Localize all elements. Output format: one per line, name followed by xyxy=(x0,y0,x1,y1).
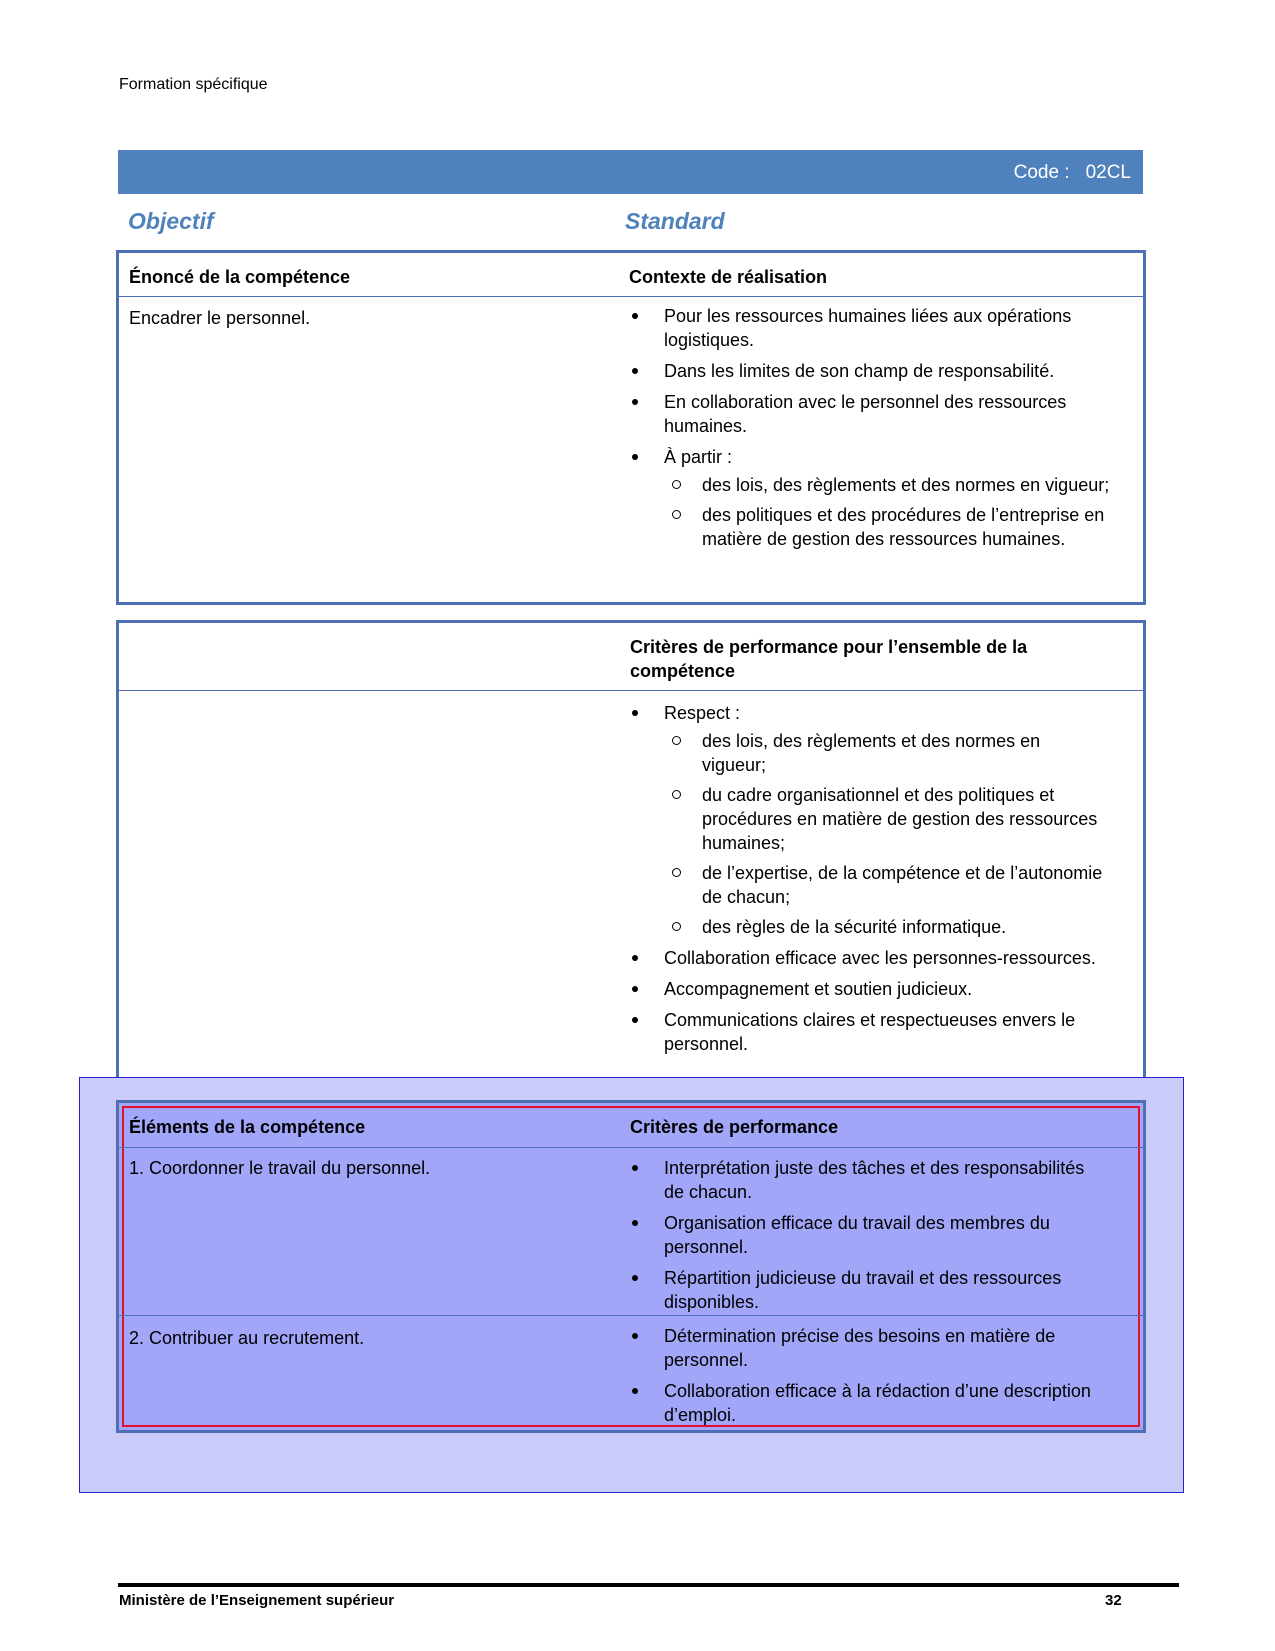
list-item: Communications claires et respectueuses envers le personnel. xyxy=(630,1008,1105,1056)
list-item: Dans les limites de son champ de responsabilité. xyxy=(630,359,1110,383)
elements-header-divider xyxy=(119,1147,1143,1148)
code-label xyxy=(1014,162,1131,184)
criteres-ensemble-list xyxy=(630,701,1105,1063)
sub-list-item: des politiques et des procédures de l’entreprise en matière de gestion des ressources humaines. xyxy=(664,503,1110,551)
contexte-list xyxy=(630,304,1110,558)
list-item: Répartition judicieuse du travail et des ressources disponibles. xyxy=(630,1266,1105,1314)
objectif-heading: Objectif xyxy=(128,208,214,234)
footer-divider xyxy=(118,1583,1179,1587)
page-header-title: Formation spécifique xyxy=(119,76,268,93)
element-1-criteria xyxy=(630,1156,1105,1321)
enonce-heading: Énoncé de la compétence xyxy=(129,267,351,287)
page-number: 32 xyxy=(1105,1592,1122,1609)
criteres-ensemble-heading: Critères de performance pour l’ensemble de la compétence xyxy=(630,637,1028,681)
contexte-heading: Contexte de réalisation xyxy=(629,267,828,287)
element-2-criteria xyxy=(630,1324,1105,1434)
column-headings xyxy=(128,208,1138,238)
criteres-ensemble-box xyxy=(116,620,1146,1083)
respect-label: Respect : xyxy=(664,703,741,723)
elements-heading: Éléments de la compétence xyxy=(129,1117,366,1137)
list-item: Collaboration efficace à la rédaction d’une description d’emploi. xyxy=(630,1379,1105,1427)
footer-ministry: Ministère de l’Enseignement supérieur xyxy=(119,1592,395,1609)
standard-heading: Standard xyxy=(625,208,725,234)
list-item: Pour les ressources humaines liées aux opérations logistiques. xyxy=(630,304,1110,352)
competence-box xyxy=(116,250,1146,605)
criteres-heading: Critères de performance xyxy=(630,1117,839,1137)
sub-list xyxy=(664,473,1110,551)
sub-list-item: du cadre organisationnel et des politiques et procédures en matière de gestion des ressources humaines; xyxy=(664,783,1105,855)
list-item: Interprétation juste des tâches et des responsabilités de chacun. xyxy=(630,1156,1105,1204)
list-item: Collaboration efficace avec les personnes-ressources. xyxy=(630,946,1105,970)
element-2: 2. Contribuer au recrutement. xyxy=(129,1328,365,1348)
sub-list-item: des règles de la sécurité informatique. xyxy=(664,915,1105,939)
a-partir-label: À partir : xyxy=(664,447,733,467)
list-item: En collaboration avec le personnel des ressources humaines. xyxy=(630,390,1110,438)
elements-box xyxy=(116,1100,1146,1433)
list-item xyxy=(630,445,1110,551)
sub-list-item: de l’expertise, de la compétence et de l’autonomie de chacun; xyxy=(664,861,1105,909)
sub-list-item: des lois, des règlements et des normes en vigueur; xyxy=(664,473,1110,497)
competence-statement: Encadrer le personnel. xyxy=(129,308,311,328)
code-value: 02CL xyxy=(1085,162,1131,183)
list-item: Organisation efficace du travail des membres du personnel. xyxy=(630,1211,1105,1259)
code-label-text: Code : xyxy=(1013,162,1070,183)
sub-list xyxy=(664,729,1105,939)
element-1: 1. Coordonner le travail du personnel. xyxy=(129,1158,431,1178)
list-item: Accompagnement et soutien judicieux. xyxy=(630,977,1105,1001)
list-item xyxy=(630,701,1105,939)
sub-list-item: des lois, des règlements et des normes en vigueur; xyxy=(664,729,1105,777)
code-band xyxy=(118,150,1143,194)
list-item: Détermination précise des besoins en matière de personnel. xyxy=(630,1324,1105,1372)
